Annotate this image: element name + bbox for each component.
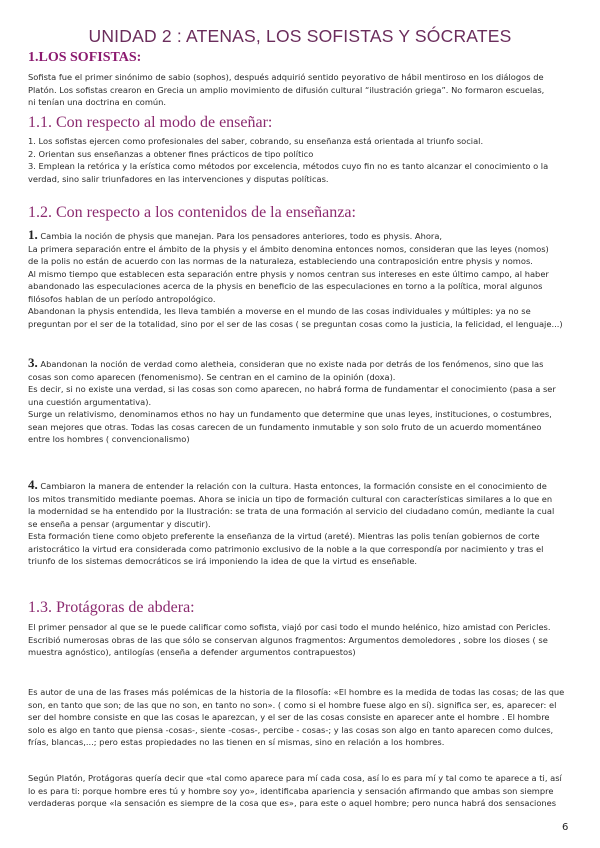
text-line: muestra agnóstico), antilogías (enseña a defender argumentos contrapuestos) [28, 647, 356, 657]
text-line: lo es para ti: porque hombre eres tú y hombre soy yo», identificaba apariencia y sensación afirmando que ambas son siempre [28, 785, 554, 796]
text-line: cosas son como aparecen (fenomenismo). Se centran en el camino de la opinión (doxa). [28, 371, 396, 382]
item-number: 3. [28, 355, 38, 370]
text-line: ni tenían una doctrina en común. [28, 97, 167, 107]
page-number: 6 [562, 822, 569, 833]
unit-title: UNIDAD 2 : ATENAS, LOS SOFISTAS Y SÓCRATES [88, 26, 512, 46]
item-first-line: Abandonan la noción de verdad como aletheia, consideran que no existe nada por detrás de los fenómenos, sino que las [40, 359, 544, 369]
item-first-line: Cambiaron la manera de entender la relación con la cultura. Hasta entonces, la formación consiste en el conocimiento de [40, 481, 547, 491]
text-line: filósofos hablan de un período antropológico. [28, 293, 216, 304]
contenidos-item-1 [28, 229, 576, 330]
text-line: verdad, sino salir triunfadores en las intervenciones y disputas políticas. [28, 173, 329, 184]
text-line: verdaderas porque «la sensación es siempre de la cosa que es», para este o aquel hombre; pero nunca habrá dos sensaciones [28, 798, 557, 808]
section-heading-modo-ensenar: 1.1. Con respecto al modo de enseñar: [28, 114, 273, 131]
text-line: los mitos transmitido mediante poemas. Ahora se inicia un tipo de formación cultural con características similares a lo que en [28, 493, 553, 504]
section-heading-protagoras: 1.3. Protágoras de abdera: [28, 599, 195, 616]
protagoras-paragraph-1 [28, 621, 576, 659]
text-line: entre los hombres ( convencionalismo) [28, 434, 190, 444]
text-line: 3. Emplean la retórica y la erística como métodos por excelencia, métodos cuyo fin no es tanto alcanzar el conocimiento o la [28, 161, 549, 171]
text-line: Es decir, si no existe una verdad, si las cosas son como aparecen, no habrá forma de fundamentar el conocimiento (pasa a ser [28, 384, 556, 394]
text-line: Platón. Los sofistas crearon en Grecia un amplio movimiento de difusión cultural “ilustración griega”. No formaron escuelas, [28, 84, 545, 95]
modo-ensenar-list [28, 135, 576, 185]
text-line: la modernidad se ha entendido por la Ilustración: se trata de una formación al servicio del ciudadano común, mediante la cual [28, 506, 555, 516]
text-line: ser del hombre consiste en que las cosas le aparezcan, y el ser de las cosas consiste en aparecer ante el hombre . El hombre [28, 712, 550, 722]
protagoras-paragraph-2 [28, 686, 576, 749]
contenidos-item-3 [28, 357, 576, 446]
text-line: El primer pensador al que se le puede calificar como sofista, viajó por casi todo el mundo helénico, hizo amistad con Pericles. [28, 622, 551, 632]
text-line: 1. Los sofistas ejercen como profesionales del saber, cobrando, su enseñanza está orientada al triunfo social. [28, 136, 484, 146]
text-line: Al mismo tiempo que establecen esta separación entre physis y nomos centran sus intereses en este último campo, al haber [28, 268, 549, 279]
text-line: sean mejores que otras. Todas las cosas carecen de un fundamento inmutable y son solo fruto de un acuerdo momentáneo [28, 421, 542, 432]
text-line: Es autor de una de las frases más polémicas de la historia de la filosofía: «El hombre es la medida de todas las cosas; de las que [28, 687, 565, 697]
item-first-line: Cambia la noción de physis que manejan. Para los pensadores anteriores, todo es physis. Ahora, [40, 231, 443, 241]
text-line: aristocrático la virtud era considerada como patrimonio exclusivo de la noble a la que correspondía por nacimiento y tras el [28, 543, 544, 554]
text-line: solo es algo en tanto que piensa -cosas-, siente -cosas-, percibe - cosas-; y las cosas son algo en tanto aparecen como dulces, [28, 724, 554, 735]
text-line: Sofista fue el primer sinónimo de sabio (sophos), después adquirió sentido peyorativo de hábil mentiroso en los diálogos de [28, 72, 544, 82]
section-heading-sofistas: 1.LOS SOFISTAS: [28, 50, 142, 65]
text-line: Esta formación tiene como objeto preferente la enseñanza de la virtud (areté). Mientras las polis tenían gobiernos de corte [28, 531, 540, 541]
text-line: triunfo de los sistemas democráticos se irá imponiendo la idea de que la virtud es enseñable. [28, 556, 418, 566]
text-line: abandonado las especulaciones acerca de la physis en beneficio de las especulaciones en torno a la política, moral algunos [28, 281, 543, 291]
text-line: Según Platón, Protágoras quería decir que «tal como aparece para mí cada cosa, así lo es para mí y tal como te aparece a ti, así [28, 773, 562, 783]
text-line: Escribió numerosas obras de las que sólo se conservan algunos fragmentos: Argumentos demoledores , sobre los dioses ( se [28, 634, 548, 645]
text-line: 2. Orientan sus enseñanzas a obtener fines prácticos de tipo político [28, 148, 314, 159]
text-line [28, 479, 576, 493]
text-line: de la polis no están de acuerdo con las normas de la naturaleza, estableciendo una contraposición entre physis y nomos. [28, 256, 533, 266]
text-line: La primera separación entre el ámbito de la physis y el ámbito denomina entonces nomos, consideran que las leyes (nomos) [28, 243, 549, 254]
item-number: 4. [28, 477, 38, 492]
text-line [28, 229, 576, 243]
intro-paragraph [28, 71, 576, 109]
text-line: frías, blancas,...; pero estas propiedades no las tienen en sí mismas, sino en relación a los hombres. [28, 737, 445, 747]
item-number: 1. [28, 227, 38, 242]
text-line: Abandonan la physis entendida, les lleva también a moverse en el mundo de las cosas individuales y múltiples: ya no se [28, 306, 531, 316]
text-line: son, en tanto que son; de las que no son, en tanto no son». ( como si el hombre fuese algo en sí). significa ser, es, aparecer: el [28, 699, 557, 710]
text-line [28, 357, 576, 371]
text-line: se enseña a pensar (argumentar y discutir). [28, 518, 211, 529]
protagoras-paragraph-3 [28, 772, 576, 810]
text-line: una cuestión argumentativa). [28, 396, 152, 407]
section-heading-contenidos: 1.2. Con respecto a los contenidos de la enseñanza: [28, 204, 356, 221]
text-line: Surge un relativismo, denominamos ethos no hay un fundamento que determine que unas leyes, instituciones, o costumbres, [28, 409, 552, 419]
contenidos-item-4 [28, 479, 576, 568]
text-line: preguntan por el ser de la totalidad, sino por el ser de las cosas ( se preguntan cosas como la justicia, la felicidad, el lenguaje...) [28, 318, 563, 329]
